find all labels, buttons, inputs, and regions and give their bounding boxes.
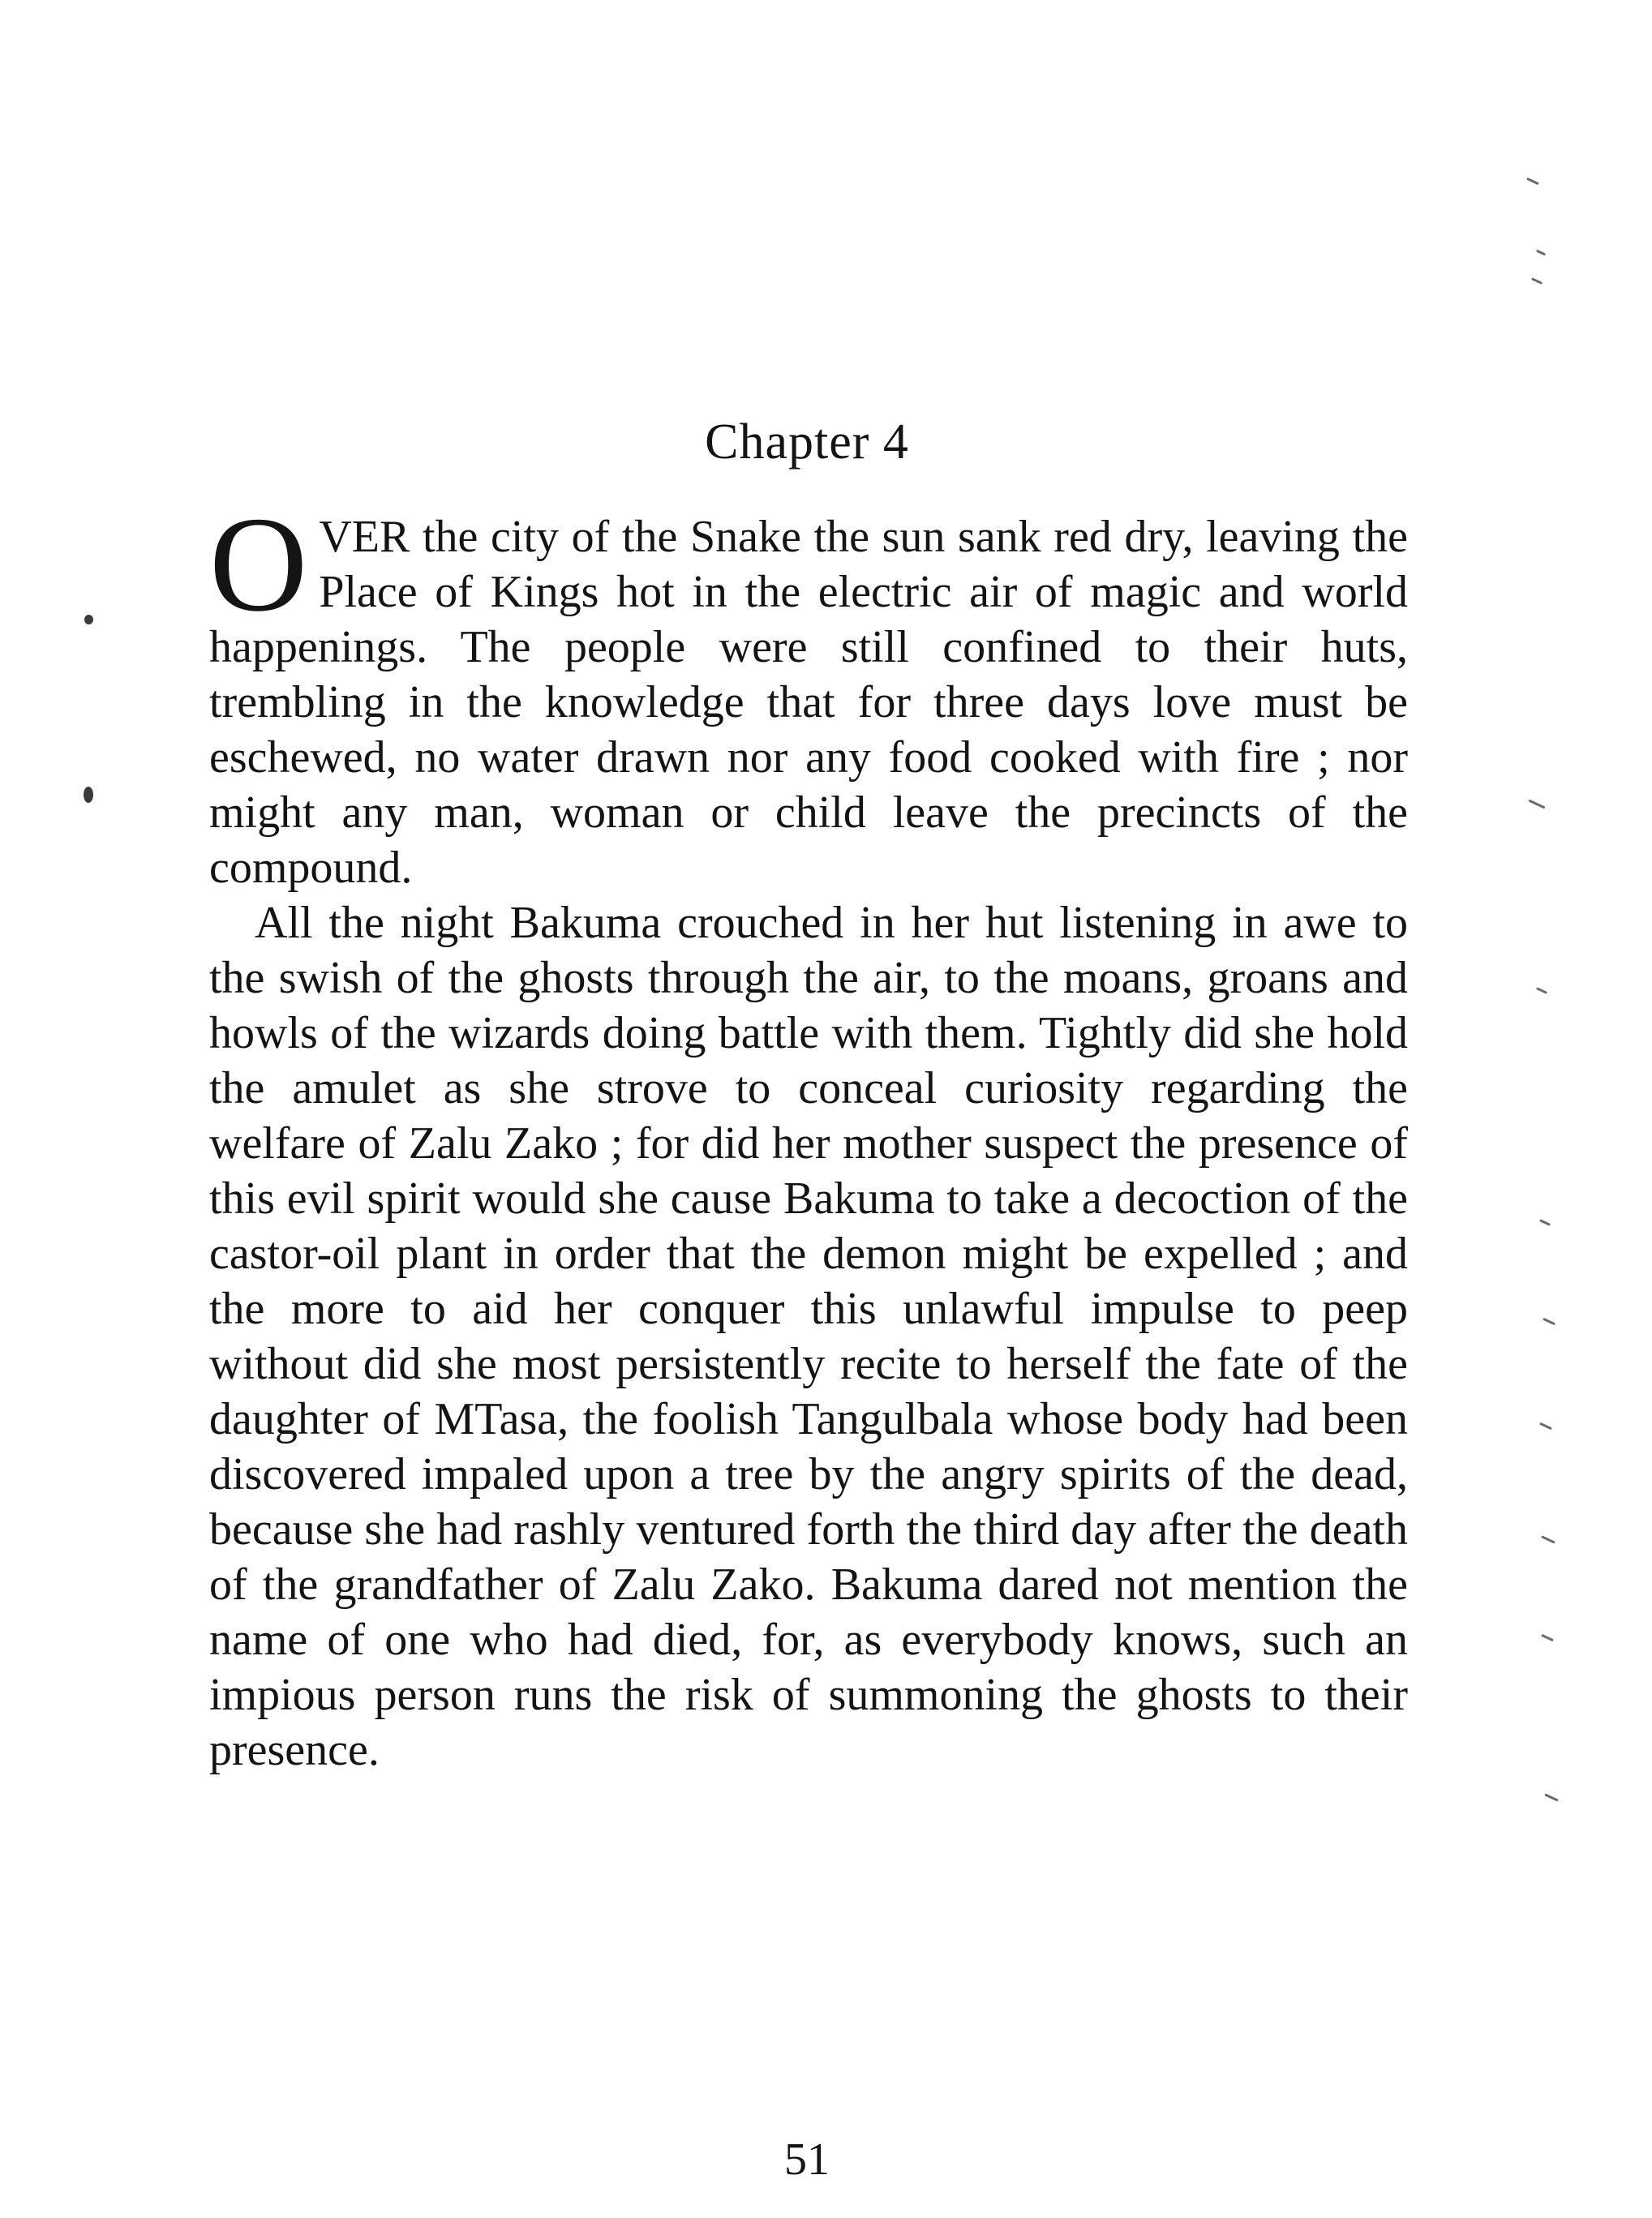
margin-mark [1539,1219,1551,1226]
margin-mark [1536,987,1547,994]
margin-mark [1536,250,1546,256]
chapter-heading: Chapter 4 [705,414,909,470]
body-text [209,489,1408,1778]
margin-mark [1526,178,1539,185]
paragraph-2: All the night Bakuma crouched in her hut listening in awe to the swish of the ghosts through the air, to the moans, groans and howls of the wizards doing battle with them. Tightly did she hold the amulet as she strove to conceal curiosity regarding the welfare of Zalu Zako ; for did her mother suspect the presence of this evil spirit would she cause Bakuma to take a decoction of the castor-oil plant in order that the demon might be expelled ; and the more to aid her conquer this unlawful impulse to peep without did she most persistently recite to herself the fate of the daughter of MTasa, the foolish Tangulbala whose body had been discovered impaled upon a tree by the angry spirits of the dead, because she had rashly ventured forth the third day after the death of the grandfather of Zalu Zako. Bakuma dared not mention the name of one who had died, for, as everybody knows, such an impious person runs the risk of summoning the ghosts to their presence. [209,898,1408,1775]
page-number: 51 [784,2134,830,2185]
scan-speck [84,787,93,803]
margin-mark [1541,1535,1555,1543]
margin-mark [1528,799,1545,809]
scan-speck [84,615,93,624]
margin-mark [1543,1318,1555,1325]
drop-cap: O [209,489,308,640]
margin-mark [1539,1422,1552,1430]
margin-mark [1531,277,1543,285]
margin-mark [1544,1793,1559,1801]
margin-mark [1541,1634,1554,1641]
paragraph-1-text: VER the city of the Snake the sun sank red dry, leaving the Place of Kings hot in the electric air of magic and world happenings. The people were still confined to their huts, trembling in the knowledge that for three days love must be eschewed, no water drawn nor any food cooked with fire ; nor might any man, woman or child leave the precincts of the compound. [209,512,1408,893]
paragraph-1 [209,489,1408,895]
